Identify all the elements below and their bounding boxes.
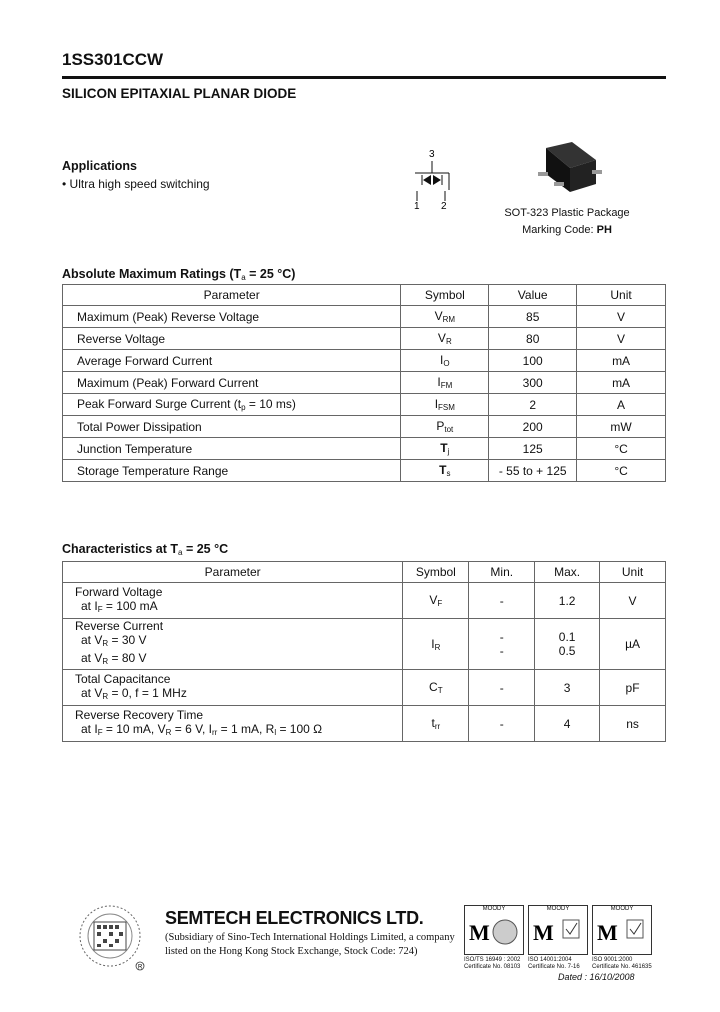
marking-code: PH [596,224,612,236]
table-row: Storage Temperature Range $T_s$ - 55 to + 125 °C [63,460,666,482]
cert-text: ISO 14001:2004 Certificate No. 7-16 [528,957,580,970]
sot323-package-image [532,138,604,200]
table-header-row: Parameter Symbol Value Unit [63,285,666,306]
cert-text: ISO 9001:2000 Certificate No. 461635 [592,957,652,970]
marking-code-line: Marking Code: PH [522,224,612,236]
table-row: Forward Voltage at $I_F = 100$ mA $V_F$ - 1.2 V [63,583,666,619]
pin1-label: 1 [414,201,420,212]
table-row: Reverse Recovery Time at $I_F = 10$ mA, $V_R = 6$ V, $I_{rr} = 1$ mA, $R_l = 100$ Ω $t_{rr}$ - 4 ns [63,706,666,742]
dated-label: Dated : 16/10/2008 [558,972,635,982]
table-row: Reverse Current at $V_R = 30$ V at $V_R = 80$ V $I_R$ - - 0.1 0.5 µA [63,619,666,670]
table-row: Total Capacitance at $V_R = 0$, f = 1 MHz $C_T$ - 3 pF [63,670,666,706]
table-row: Reverse Voltage $V_R$ 80 V [63,328,666,350]
table-row: Peak Forward Surge Current ($t_p = 10$ ms) $I_{FSM}$ 2 A [63,394,666,416]
diode-1-icon [423,175,431,185]
table-row: Maximum (Peak) Reverse Voltage $V_{RM}$ 85 V [63,306,666,328]
cert-text: ISO/TS 16949 : 2002 Certificate No. 08103 [464,957,521,970]
table-row: Maximum (Peak) Forward Current $I_{FM}$ 300 mA [63,372,666,394]
table-row: Junction Temperature $T_j$ 125 °C [63,438,666,460]
pin2-label: 2 [441,201,447,212]
semtech-logo [76,902,148,972]
table-row: Average Forward Current $I_O$ 100 mA [63,350,666,372]
application-item: • Ultra high speed switching [62,177,210,191]
abs-max-title: Absolute Maximum Ratings ($T_a = 25$ °C) [62,267,296,282]
subtitle: SILICON EPITAXIAL PLANAR DIODE [62,86,297,101]
schematic-diagram [405,145,465,215]
company-subtitle: (Subsidiary of Sino-Tech International Holdings Limited, a company listed on the Hong Kong Stock Exchange, Stock Code: 724) [165,932,455,957]
package-label: SOT-323 Plastic Package [504,207,630,219]
cert-logo-iso9001: MOODY M [592,905,652,955]
table-header-row: Parameter Symbol Min. Max. Unit [63,562,666,583]
svg-text:M: M [597,920,618,945]
svg-text:R: R [138,964,143,971]
title-rule [62,76,666,79]
cert-logo-iso14001: MOODY M [528,905,588,955]
abs-max-table [62,284,666,482]
pin3-label: 3 [429,149,435,160]
svg-text:M: M [469,920,490,945]
company-name: SEMTECH ELECTRONICS LTD. [165,908,424,928]
table-row: Total Power Dissipation $P_{tot}$ 200 mW [63,416,666,438]
cert-logo-iso-ts: MOODY M [464,905,524,955]
part-number: 1SS301CCW [62,50,164,69]
svg-text:M: M [533,920,554,945]
characteristics-table [62,561,666,742]
applications-heading: Applications [62,159,138,173]
characteristics-title: Characteristics at $T_a = 25$ °C [62,542,229,557]
diode-2-icon [433,175,441,185]
